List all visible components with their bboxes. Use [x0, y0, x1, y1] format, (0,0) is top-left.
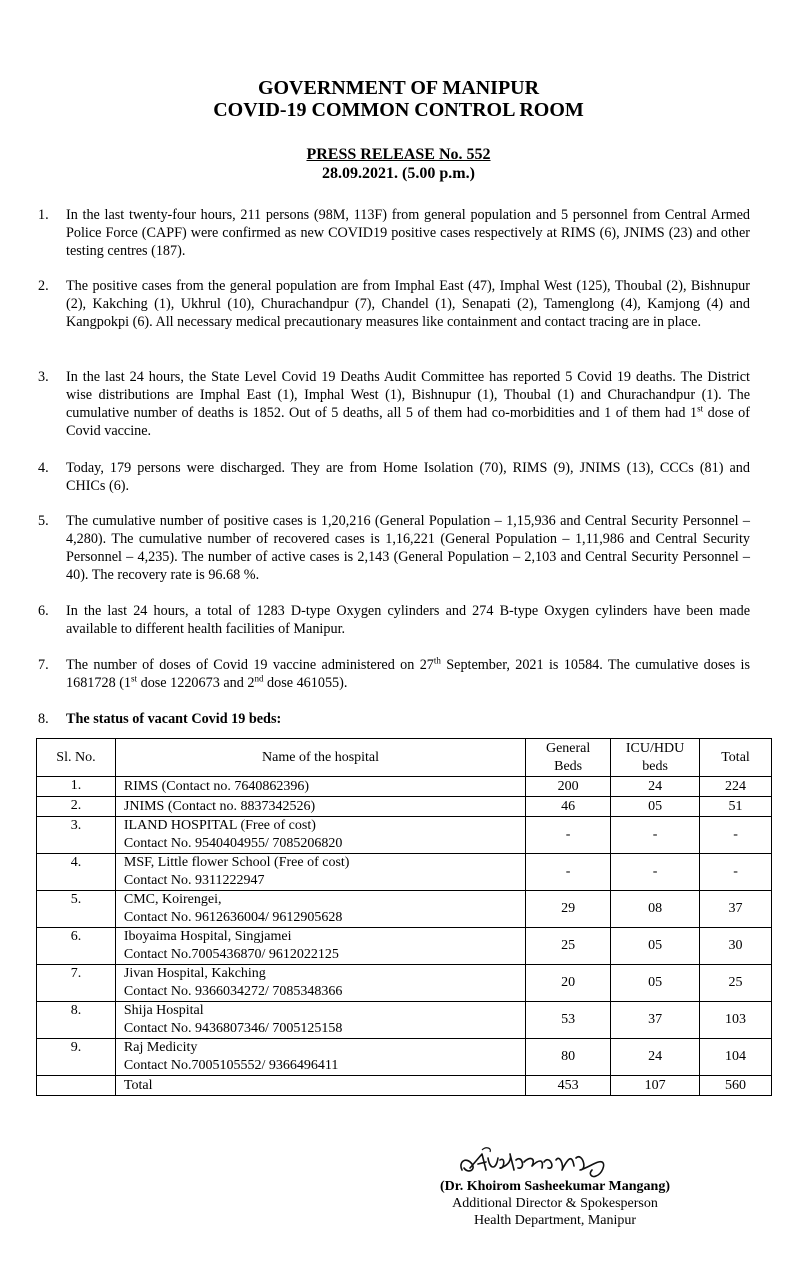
signatory-department: Health Department, Manipur: [473, 1213, 637, 1228]
press-release-number: PRESS RELEASE No. 552: [306, 146, 491, 163]
control-room-heading: COVID-19 COMMON CONTROL ROOM: [213, 99, 584, 121]
cell-total: -: [700, 854, 772, 891]
cell-icu-beds: 08: [611, 891, 700, 928]
col-header-hospital-name: Name of the hospital: [115, 739, 525, 777]
item-number: 2.: [38, 278, 49, 294]
cell-total-label: Total: [115, 1076, 525, 1096]
cell-sl-no: 6.: [37, 928, 116, 965]
item-new-cases: [38, 206, 750, 260]
cell-sl-no: 9.: [37, 1039, 116, 1076]
table-row: [37, 797, 772, 817]
cell-icu-beds: 24: [611, 777, 700, 797]
table-row: [37, 854, 772, 891]
item-text: Today, 179 persons were discharged. They are from Home Isolation (70), RIMS (9), JNIMS (13), CCCs (81) and CHICs (6).: [66, 460, 750, 494]
vacant-beds-table: [36, 738, 772, 1096]
cell-general-beds: 25: [526, 928, 611, 965]
cell-general-beds: 53: [526, 1002, 611, 1039]
cell-total: 37: [700, 891, 772, 928]
government-heading: GOVERNMENT OF MANIPUR: [257, 77, 540, 99]
cell-general-beds: -: [526, 854, 611, 891]
item-vaccine-doses: [38, 656, 750, 692]
cell-sl-no: 3.: [37, 817, 116, 854]
cell-hospital-name: RIMS (Contact no. 7640862396): [115, 777, 525, 797]
item-text: In the last 24 hours, a total of 1283 D-type Oxygen cylinders and 274 B-type Oxygen cylinders have been made available to different health facilities of Manipur.: [66, 603, 750, 637]
item-oxygen-cylinders: [38, 602, 750, 638]
col-header-total: Total: [700, 739, 772, 777]
cell-icu-beds-total: 107: [611, 1076, 700, 1096]
cell-grand-total: 560: [700, 1076, 772, 1096]
cell-hospital-name: Jivan Hospital, Kakching Contact No. 9366034272/ 7085348366: [115, 965, 525, 1002]
item-number: 4.: [38, 460, 49, 476]
cell-total: -: [700, 817, 772, 854]
cell-general-beds: -: [526, 817, 611, 854]
cell-general-beds: 29: [526, 891, 611, 928]
cell-icu-beds: 05: [611, 965, 700, 1002]
cell-total: 51: [700, 797, 772, 817]
col-header-icu-beds: ICU/HDU beds: [611, 739, 700, 777]
table-row: [37, 777, 772, 797]
item-number: 7.: [38, 657, 49, 673]
cell-sl-no: [37, 1076, 116, 1096]
cell-general-beds-total: 453: [526, 1076, 611, 1096]
item-text: In the last twenty-four hours, 211 persons (98M, 113F) from general population and 5 personnel from Central Armed Police Force (CAPF) were confirmed as new COVID19 positive cases respectively at RIMS (6), JNIMS (23) and other testing centres (187).: [66, 207, 750, 259]
item-text: The number of doses of Covid 19 vaccine administered on 27th September, 2021 is 10584. The cumulative doses is 1681728 (1st dose 1220673 and 2nd dose 461055).: [66, 655, 751, 691]
cell-total: 104: [700, 1039, 772, 1076]
cell-icu-beds: 24: [611, 1039, 700, 1076]
cell-total: 103: [700, 1002, 772, 1039]
item-cumulative-cases: [38, 512, 750, 584]
item-district-cases: [38, 277, 750, 331]
table-row: [37, 891, 772, 928]
cell-hospital-name: Iboyaima Hospital, Singjamei Contact No.7005436870/ 9612022125: [115, 928, 525, 965]
item-text: The positive cases from the general population are from Imphal East (47), Imphal West (125), Thoubal (2), Bishnupur (2), Kakching (1), Ukhrul (10), Churachandpur (7), Chandel (1), Senapati (2), Tamenglong (4), Kamjong (4) and Kangpokpi (6). All necessary medical precautionary measures like containment and contact tracing are in place.: [66, 278, 750, 330]
item-number: 1.: [38, 207, 49, 223]
table-row: [37, 817, 772, 854]
col-header-sl-no: Sl. No.: [37, 739, 116, 777]
press-release-date: 28.09.2021. (5.00 p.m.): [322, 165, 475, 182]
cell-total: 25: [700, 965, 772, 1002]
item-text: The status of vacant Covid 19 beds:: [66, 711, 282, 727]
cell-hospital-name: JNIMS (Contact no. 8837342526): [115, 797, 525, 817]
cell-general-beds: 20: [526, 965, 611, 1002]
signatory-name: (Dr. Khoirom Sasheekumar Mangang): [440, 1179, 670, 1194]
item-discharged: [38, 459, 750, 495]
cell-general-beds: 200: [526, 777, 611, 797]
cell-general-beds: 46: [526, 797, 611, 817]
table-header-row: [37, 739, 772, 777]
table-row: [37, 1039, 772, 1076]
signatory-title: Additional Director & Spokesperson: [452, 1196, 658, 1211]
cell-hospital-name: CMC, Koirengei, Contact No. 9612636004/ 9612905628: [115, 891, 525, 928]
item-deaths: [38, 368, 750, 440]
table-row: [37, 928, 772, 965]
cell-sl-no: 1.: [37, 777, 116, 797]
cell-sl-no: 5.: [37, 891, 116, 928]
cell-icu-beds: 37: [611, 1002, 700, 1039]
cell-sl-no: 4.: [37, 854, 116, 891]
cell-hospital-name: Shija Hospital Contact No. 9436807346/ 7005125158: [115, 1002, 525, 1039]
item-text: In the last 24 hours, the State Level Covid 19 Deaths Audit Committee has reported 5 Covid 19 deaths. The District wise distributions are Imphal East (1), Imphal West (1), Bishnupur (1), Thoubal (1) and Churachandpur (1). The cumulative number of deaths is 1852. Out of 5 deaths, all 5 of them had co-morbidities and 1 of them had 1st dose of Covid vaccine.: [66, 369, 750, 439]
item-number: 3.: [38, 369, 49, 385]
cell-hospital-name: ILAND HOSPITAL (Free of cost) Contact No. 9540404955/ 7085206820: [115, 817, 525, 854]
table-row: [37, 965, 772, 1002]
cell-hospital-name: MSF, Little flower School (Free of cost) Contact No. 9311222947: [115, 854, 525, 891]
item-number: 6.: [38, 603, 49, 619]
cell-icu-beds: 05: [611, 797, 700, 817]
col-header-general-beds: General Beds: [526, 739, 611, 777]
handwritten-signature: [452, 1140, 622, 1180]
cell-total: 224: [700, 777, 772, 797]
cell-total: 30: [700, 928, 772, 965]
cell-sl-no: 7.: [37, 965, 116, 1002]
cell-general-beds: 80: [526, 1039, 611, 1076]
cell-icu-beds: -: [611, 854, 700, 891]
table-total-row: [37, 1076, 772, 1096]
item-text: The cumulative number of positive cases is 1,20,216 (General Population – 1,15,936 and Central Security Personnel – 4,280). The cumulative number of recovered cases is 1,16,221 (General Population – 1,11,986 and Central Security Personnel – 4,235). The number of active cases is 2,143 (General Population – 2,103 and Central Security Personnel – 40). The recovery rate is 96.68 %.: [66, 513, 750, 583]
cell-sl-no: 2.: [37, 797, 116, 817]
cell-icu-beds: 05: [611, 928, 700, 965]
item-vacant-beds-heading: [38, 710, 750, 728]
item-number: 5.: [38, 513, 49, 529]
cell-hospital-name: Raj Medicity Contact No.7005105552/ 9366496411: [115, 1039, 525, 1076]
cell-sl-no: 8.: [37, 1002, 116, 1039]
cell-icu-beds: -: [611, 817, 700, 854]
table-row: [37, 1002, 772, 1039]
item-number: 8.: [38, 711, 49, 727]
